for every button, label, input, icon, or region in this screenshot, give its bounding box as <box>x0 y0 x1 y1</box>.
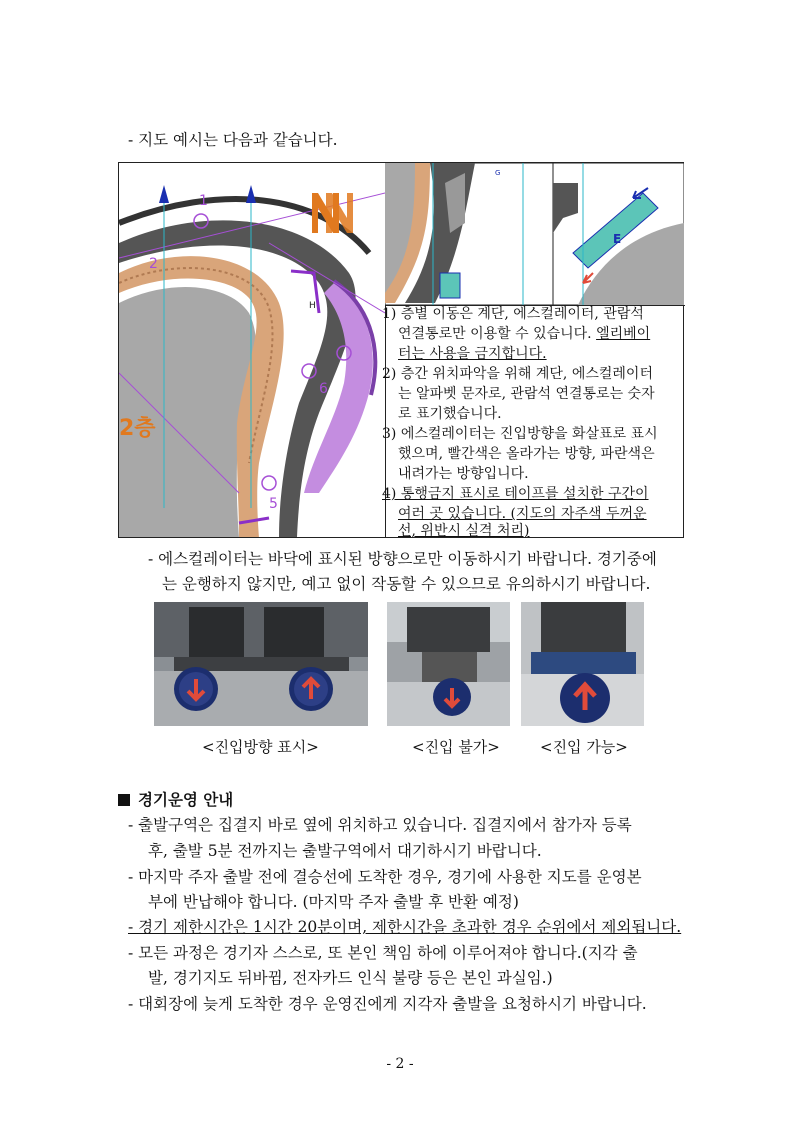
note-1-line-3: 터는 사용을 금지합니다. <box>398 346 547 362</box>
bullet-3: - 경기 제한시간은 1시간 20분이며, 제한시간을 초과한 경우 순위에서 제외됩니다. <box>128 918 682 936</box>
page-number: - 2 - <box>386 1056 414 1072</box>
caption-entry-ok: <진입 가능> <box>540 738 628 756</box>
bullet-4-line-2: 발, 경기지도 뒤바뀜, 전자카드 인식 불량 등은 본인 과실임.) <box>148 969 553 987</box>
detail-map-escalator <box>553 163 684 305</box>
note-2-line-2: 는 알파벳 문자로, 관람석 연결통로는 숫자 <box>398 386 655 402</box>
escalator-text-1: - 에스컬레이터는 바닥에 표시된 방향으로만 이동하시기 바랍니다. 경기중에 <box>148 550 657 568</box>
photo-no-entry <box>387 602 510 726</box>
photo-entry-ok <box>521 602 644 726</box>
note-4-line-3: 선, 위반시 실격 처리) <box>398 523 530 539</box>
marker-1: 1 <box>199 193 208 209</box>
marker-5: 5 <box>269 496 278 512</box>
bullet-5: - 대회장에 늦게 도착한 경우 운영진에게 지각자 출발을 요청하시기 바랍니다. <box>128 995 647 1013</box>
bullet-2-line-1: - 마지막 주자 출발 전에 결승선에 도착한 경우, 경기에 사용한 지도를 운영본 <box>128 868 642 886</box>
floor-label: 2층 <box>119 416 156 441</box>
marker-e: E <box>613 232 622 246</box>
note-4-line-1: 4) 통행금지 표시로 테이프를 설치한 구간이 <box>382 486 649 502</box>
intro-text: - 지도 예시는 다음과 같습니다. <box>128 131 338 149</box>
detail-map-stairs <box>385 163 553 305</box>
note-3-line-3: 내려가는 방향입니다. <box>398 466 529 482</box>
photo-direction-markers <box>154 602 368 726</box>
note-3-line-1: 3) 에스컬레이터는 진입방향을 화살표로 표시 <box>382 426 658 442</box>
main-map <box>119 163 385 537</box>
note-3-line-2: 했으며, 빨간색은 올라가는 방향, 파란색은 <box>398 446 655 462</box>
note-1-line-2: 연결통로만 이용할 수 있습니다. 엘리베이 <box>398 326 651 342</box>
bullet-4-line-1: - 모든 과정은 경기자 스스로, 또 본인 책임 하에 이루어져야 합니다.(지각 출 <box>128 944 638 962</box>
note-2-line-1: 2) 층간 위치파악을 위해 계단, 에스컬레이터 <box>382 366 653 382</box>
marker-h: H <box>309 301 316 311</box>
marker-2: 2 <box>149 256 158 272</box>
note-1-line-1: 1) 층별 이동은 계단, 에스컬레이터, 관람석 <box>382 306 644 322</box>
bullet-1-line-1: - 출발구역은 집결지 바로 옆에 위치하고 있습니다. 집결지에서 참가자 등록 <box>128 816 632 834</box>
caption-direction: <진입방향 표시> <box>202 738 319 756</box>
bullet-2-line-2: 부에 반납해야 합니다. (마지막 주자 출발 후 반환 예정) <box>148 893 519 911</box>
bullet-1-line-2: 후, 출발 5분 전까지는 출발구역에서 대기하시기 바랍니다. <box>148 842 542 860</box>
note-2-line-3: 로 표기했습니다. <box>398 406 502 422</box>
caption-no-entry: <진입 불가> <box>412 738 500 756</box>
escalator-text-2: 는 운행하지 않지만, 예고 없이 작동할 수 있으므로 유의하시기 바랍니다. <box>162 575 651 593</box>
note-4-line-2: 여러 곳 있습니다. (지도의 자주색 두꺼운 <box>398 506 647 522</box>
marker-6: 6 <box>319 381 328 397</box>
section-title: 경기운영 안내 <box>118 788 233 810</box>
marker-g: G <box>495 169 501 177</box>
square-bullet-icon <box>118 794 130 806</box>
